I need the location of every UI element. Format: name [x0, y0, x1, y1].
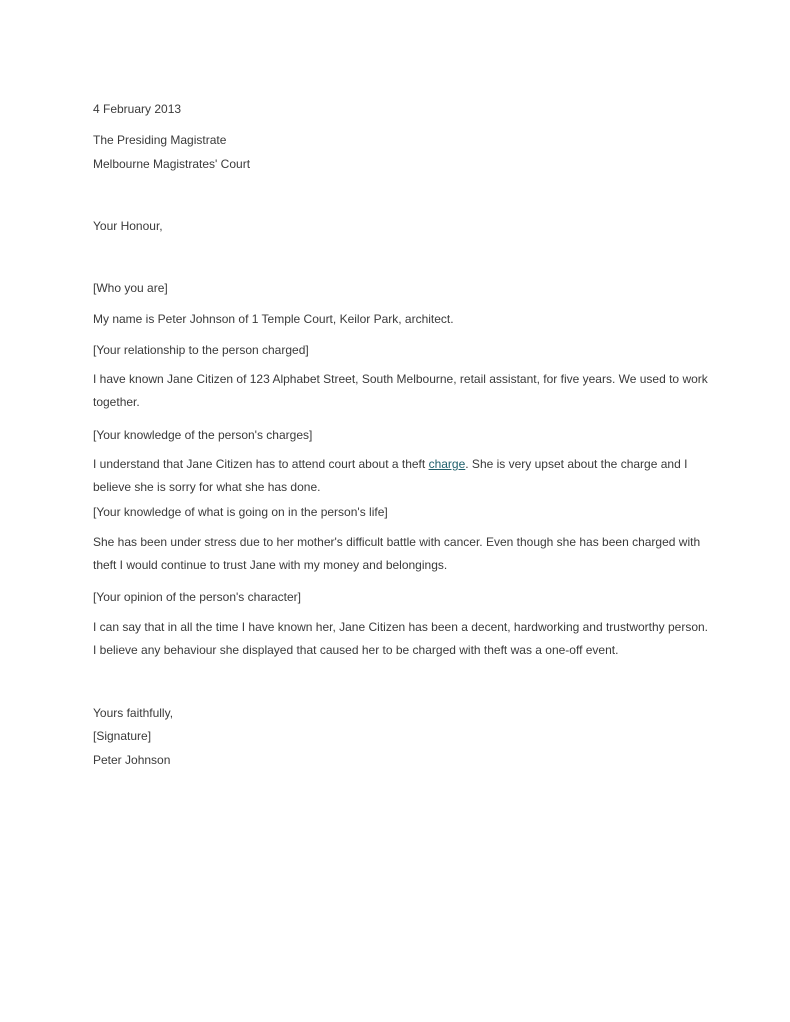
recipient-line-1: The Presiding Magistrate	[93, 133, 227, 147]
section-body-who-you-are: My name is Peter Johnson of 1 Temple Court, Keilor Park, architect.	[93, 312, 454, 326]
letter-date: 4 February 2013	[93, 102, 182, 116]
section-body-character-opinion: I can say that in all the time I have known her, Jane Citizen has been a decent, hardworking and trustworthy person. I believe any behaviour she displayed that caused her to be charged with theft was a one-off event.	[93, 620, 709, 657]
recipient-line-2: Melbourne Magistrates' Court	[93, 157, 251, 171]
body-text-after-link: . She is very upset about the charge and I believe she is sorry for what she has done.	[93, 457, 688, 494]
salutation: Your Honour,	[93, 219, 163, 233]
section-heading-relationship: [Your relationship to the person charged]	[93, 343, 309, 357]
section-heading-knowledge-of-charges: [Your knowledge of the person's charges]	[93, 428, 313, 442]
section-heading-who-you-are: [Who you are]	[93, 281, 168, 295]
section-heading-life-circumstances: [Your knowledge of what is going on in the person's life]	[93, 505, 388, 519]
section-body-knowledge-of-charges	[93, 453, 713, 499]
signature-placeholder: [Signature]	[93, 729, 152, 743]
signatory-name: Peter Johnson	[93, 753, 171, 767]
closing: Yours faithfully,	[93, 706, 174, 720]
section-body-life-circumstances: She has been under stress due to her mother's difficult battle with cancer. Even though she has been charged with theft I would continue to trust Jane with my money and belongings.	[93, 535, 701, 572]
section-body-relationship: I have known Jane Citizen of 123 Alphabet Street, South Melbourne, retail assistant, for five years. We used to work together.	[93, 372, 708, 409]
section-heading-character-opinion: [Your opinion of the person's character]	[93, 590, 301, 604]
body-text-before-link: I understand that Jane Citizen has to attend court about a theft	[93, 457, 429, 471]
charge-link[interactable]: charge	[428, 457, 466, 471]
